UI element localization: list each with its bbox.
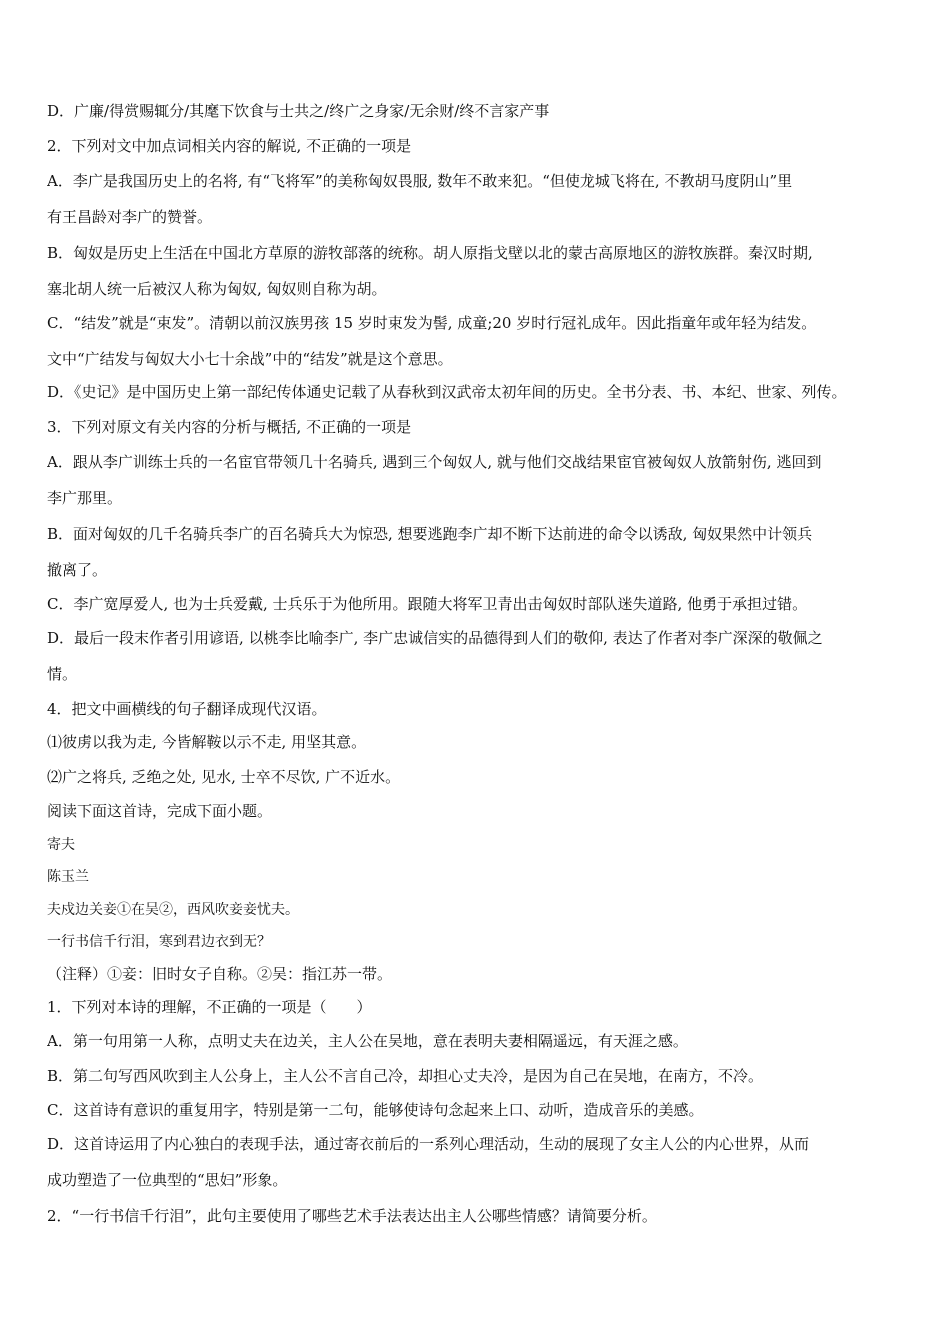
poem-question-2-stem: 2．“一行书信千行泪”，此句主要使用了哪些艺术手法表达出主人公哪些情感？请简要分析。: [47, 1207, 657, 1225]
poem-line-2: 一行书信千行泪，寒到君边衣到无？: [47, 934, 271, 950]
question-3-stem: 3．下列对原文有关内容的分析与概括, 不正确的一项是: [47, 418, 412, 436]
poem-q1-option-c: C．这首诗有意识的重复用字，特别是第一二句，能够使诗句念起来上口、动听，造成音乐的美感。: [47, 1101, 704, 1119]
question-2-stem: 2．下列对文中加点词相关内容的解说, 不正确的一项是: [47, 137, 412, 155]
q3-option-a-line-2: 李广那里。: [47, 489, 123, 507]
poem-author: 陈玉兰: [47, 869, 89, 885]
option-a-line-1: A．李广是我国历史上的名将, 有“飞将军”的美称匈奴畏服, 数年不敢来犯。“但使龙城飞将在, 不教胡马度阴山”里: [47, 172, 793, 190]
q3-option-c: C．李广宽厚爱人, 也为士兵爱戴, 士兵乐于为他所用。跟随大将军卫青出击匈奴时部队迷失道路, 他勇于承担过错。: [47, 595, 808, 613]
option-c-line-2: 文中“广结发与匈奴大小七十余战”中的“结发”就是这个意思。: [47, 350, 453, 368]
poem-q1-option-a: A．第一句用第一人称，点明丈夫在边关，主人公在吴地，意在表明夫妻相隔遥远，有天涯之感。: [47, 1032, 688, 1050]
option-b-line-2: 塞北胡人统一后被汉人称为匈奴, 匈奴则自称为胡。: [47, 280, 387, 298]
q3-option-d-line-2: 情。: [47, 665, 78, 683]
poem-instruction: 阅读下面这首诗，完成下面小题。: [47, 802, 273, 820]
question-4-sentence-2: ⑵广之将兵, 乏绝之处, 见水, 士卒不尽饮, 广不近水。: [47, 768, 401, 786]
option-d-line: D．广廉/得赏赐辄分/其麾下饮食与士共之/终广之身家/无余财/终不言家产事: [47, 102, 550, 120]
q3-option-a-line-1: A．跟从李广训练士兵的一名宦官带领几十名骑兵, 遇到三个匈奴人, 就与他们交战结果宦官被匈奴人放箭射伤, 逃回到: [47, 453, 822, 471]
q3-option-b-line-1: B．面对匈奴的几千名骑兵李广的百名骑兵大为惊恐, 想要逃跑李广却不断下达前进的命令以诱敌, 匈奴果然中计领兵: [47, 525, 813, 543]
poem-q1-option-d-line-1: D．这首诗运用了内心独白的表现手法，通过寄衣前后的一系列心理活动，生动的展现了女主人公的内心世界，从而: [47, 1135, 810, 1153]
question-4-sentence-1: ⑴彼虏以我为走, 今皆解鞍以示不走, 用坚其意。: [47, 733, 367, 751]
q3-option-d-line-1: D．最后一段末作者引用谚语, 以桃李比喻李广, 李广忠诚信实的品德得到人们的敬仰, 表达了作者对李广深深的敬佩之: [47, 629, 823, 647]
option-d-line-2: D．《史记》是中国历史上第一部纪传体通史记载了从春秋到汉武帝太初年间的历史。全书分表、书、本纪、世家、列传。: [47, 383, 847, 401]
poem-q1-option-b: B．第二句写西风吹到主人公身上，主人公不言自己冷，却担心丈夫冷，是因为自己在吴地，在南方，不冷。: [47, 1067, 764, 1085]
option-a-line-2: 有王昌龄对李广的赞誉。: [47, 208, 213, 226]
poem-notes: （注释）①妾：旧时女子自称。②吴：指江苏一带。: [47, 965, 393, 983]
poem-title: 寄夫: [47, 837, 75, 853]
q3-option-b-line-2: 撤离了。: [47, 561, 108, 579]
option-b-line-1: B．匈奴是历史上生活在中国北方草原的游牧部落的统称。胡人原指戈壁以北的蒙古高原地区的游牧族群。秦汉时期,: [47, 244, 813, 262]
question-4-stem: 4．把文中画横线的句子翻译成现代汉语。: [47, 700, 327, 718]
poem-question-1-stem: 1．下列对本诗的理解，不正确的一项是（ ）: [47, 998, 372, 1016]
poem-q1-option-d-line-2: 成功塑造了一位典型的“思妇”形象。: [47, 1171, 288, 1189]
poem-line-1: 夫戍边关妾①在吴②，西风吹妾妾忧夫。: [47, 902, 299, 918]
option-c-line-1: C．“结发”就是“束发”。清朝以前汉族男孩 15 岁时束发为髻, 成童;20 岁时行冠礼成年。因此指童年或年轻为结发。: [47, 314, 817, 332]
